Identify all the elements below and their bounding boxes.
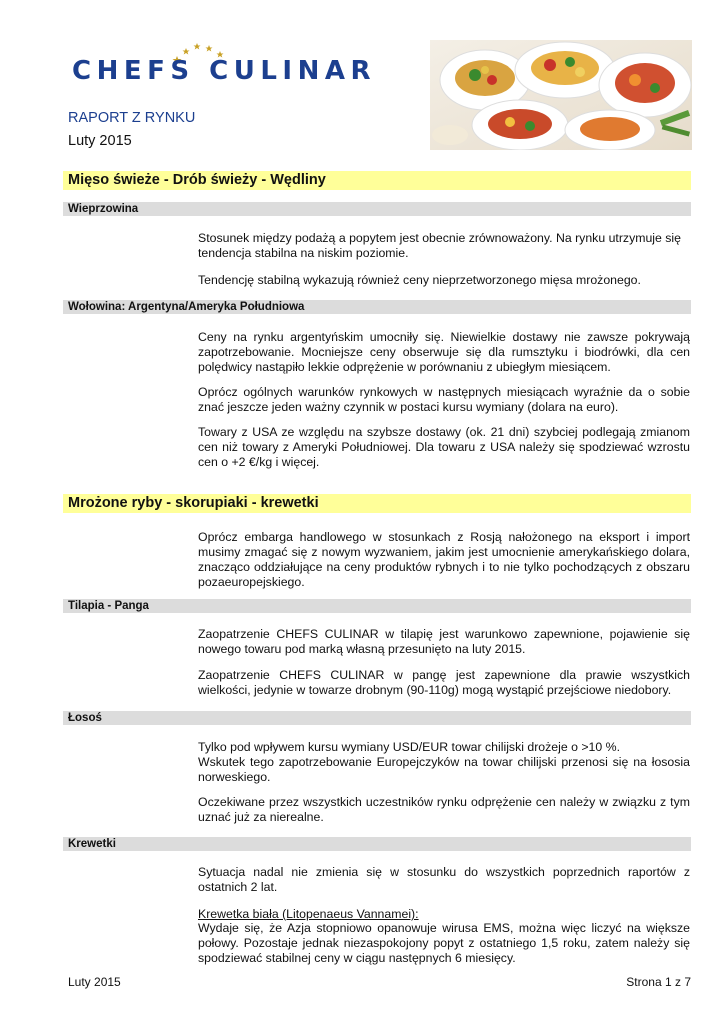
- shrimp-subtitle: Krewetka biała (Litopenaeus Vannamei):: [198, 907, 419, 921]
- fish-intro-paragraph: Oprócz embarga handlowego w stosunkach z Rosją nałożonego na eksport i import musimy zmagać się z nowym wyzwaniem, jakim jest umocnienie amerykańskiego dolara, znacząco oddziałujące na ceny produktów rybnych i to nie tylko pochodzących z obszaru pozaeuropejskiego.: [198, 530, 690, 589]
- subsection-salmon-title: Łosoś: [63, 711, 691, 725]
- beef-paragraph-1: Ceny na rynku argentyńskim umocniły się. Niewielkie dostawy nie zawsze pokrywają zapotrzebowanie. Mocniejsze ceny obserwuje się dla rumsztyku i biodrówki, dla cen polędwicy nastąpiło lekkie odprężenie w porównaniu z ubiegłym miesiącem.: [198, 330, 690, 374]
- beef-paragraph-3: Towary z USA ze względu na szybsze dostawy (ok. 21 dni) szybciej podlegają zmianom cen niż towary z Ameryki Południowej. Dla towaru z USA należy się spodziewać wzrostu cen o +2 €/kg i więcej.: [198, 425, 690, 469]
- beef-paragraph-2: Oprócz ogólnych warunków rynkowych w następnych miesiącach wyraźnie da o sobie znać jeszcze jeden ważny czynnik w postaci kursu wymiany (dolara na euro).: [198, 385, 690, 414]
- shrimp-paragraph-2: Wydaje się, że Azja stopniowo opanowuje wirusa EMS, można więc liczyć na większe połowy. Pozostaje jednak niezaspokojony popyt z ostatniego 1,5 roku, zatem należy się spodziewać stabilnej ceny w ciągu następnych 6 miesięcy.: [198, 921, 690, 965]
- food-photo: [430, 40, 692, 150]
- salmon-paragraph-1b: Wskutek tego zapotrzebowanie Europejczyków na towar chilijski przenosi się na łososia norweskiego.: [198, 755, 690, 784]
- pork-paragraph-2: Tendencję stabilną wykazują również ceny nieprzetworzonego mięsa mrożonego.: [198, 273, 641, 287]
- tilapia-paragraph-2: Zaopatrzenie CHEFS CULINAR w pangę jest zapewnione dla prawie wszystkich wielkości, jedynie w towarze drobnym (90-110g) mogą wystąpić przejściowe niedobory.: [198, 668, 690, 697]
- footer-date: Luty 2015: [68, 975, 121, 989]
- shrimp-paragraph-1: Sytuacja nadal nie zmienia się w stosunku do wszystkich poprzednich raportów z ostatnich 2 lat.: [198, 865, 690, 894]
- salmon-paragraph-1a: Tylko pod wpływem kursu wymiany USD/EUR towar chilijski drożeje o >10 %.: [198, 740, 620, 754]
- section-meat-title: Mięso świeże - Drób świeży - Wędliny: [63, 171, 691, 190]
- chefs-culinar-logo: [72, 42, 422, 84]
- subsection-pork-title: Wieprzowina: [63, 202, 691, 216]
- subsection-tilapia-title: Tilapia - Panga: [63, 599, 691, 613]
- subsection-beef-title: Wołowina: Argentyna/Ameryka Południowa: [63, 300, 691, 314]
- tilapia-paragraph-1: Zaopatrzenie CHEFS CULINAR w tilapię jest warunkowo zapewnione, pojawienie się nowego towaru pod marką własną przesunięto na luty 2015.: [198, 627, 690, 656]
- report-date: Luty 2015: [68, 133, 132, 149]
- subsection-shrimp-title: Krewetki: [63, 837, 691, 851]
- pork-paragraph-1: Stosunek między podażą a popytem jest obecnie zrównoważony. Na rynku utrzymuje się tendencja stabilna na niskim poziomie.: [198, 231, 682, 260]
- footer-page-number: Strona 1 z 7: [626, 975, 691, 989]
- report-title: RAPORT Z RYNKU: [68, 110, 196, 126]
- salmon-paragraph-2: Oczekiwane przez wszystkich uczestników rynku odprężenie cen należy w związku z tym uznać już za nierealne.: [198, 795, 690, 824]
- section-fish-title: Mrożone ryby - skorupiaki - krewetki: [63, 494, 691, 513]
- logo-text: CHEFS CULINAR: [72, 56, 376, 86]
